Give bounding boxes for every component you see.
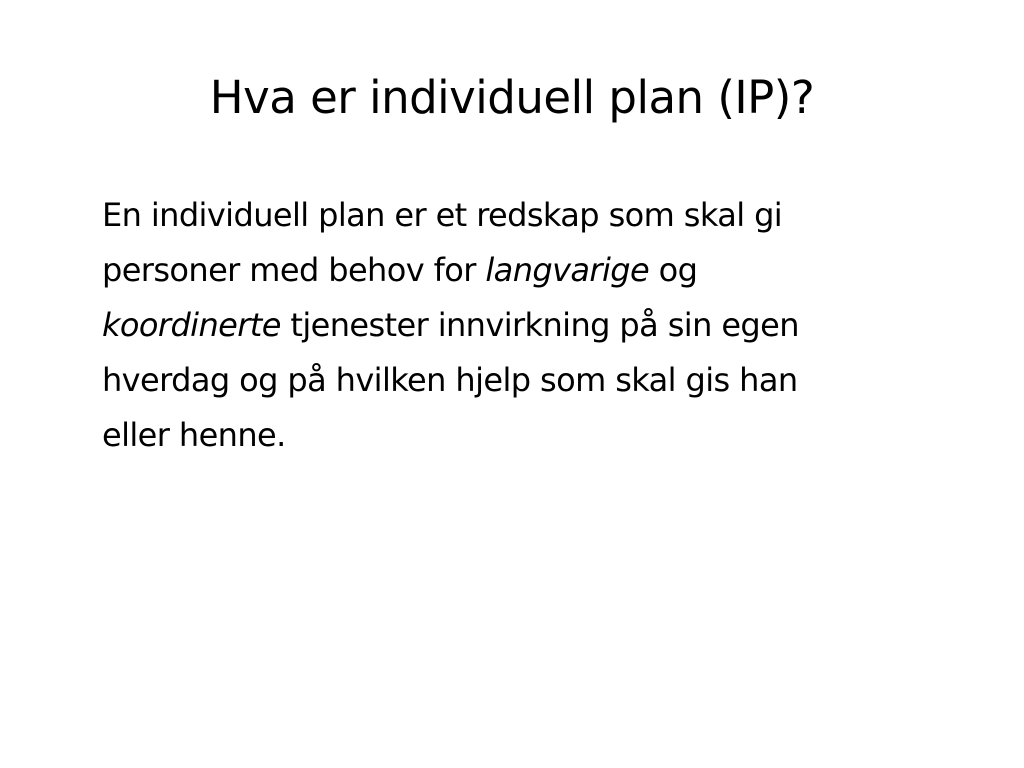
body-text-segment: tjenester innvirkning på sin egen <box>280 306 799 344</box>
body-line-1: En individuell plan er et redskap som skal gi <box>102 196 783 234</box>
body-line-5: eller henne. <box>102 416 286 454</box>
body-text-segment: og <box>649 251 698 289</box>
body-line-2 <box>102 243 952 298</box>
slide-body-text <box>102 188 952 463</box>
emphasis-koordinerte: koordinerte <box>102 306 281 344</box>
body-text-segment: personer med behov for <box>102 251 486 289</box>
body-line-3 <box>102 298 952 353</box>
slide-title: Hva er individuell plan (IP)? <box>209 71 815 124</box>
body-line-4: hverdag og på hvilken hjelp som skal gis han <box>102 361 798 399</box>
emphasis-langvarige: langvarige <box>485 251 650 289</box>
